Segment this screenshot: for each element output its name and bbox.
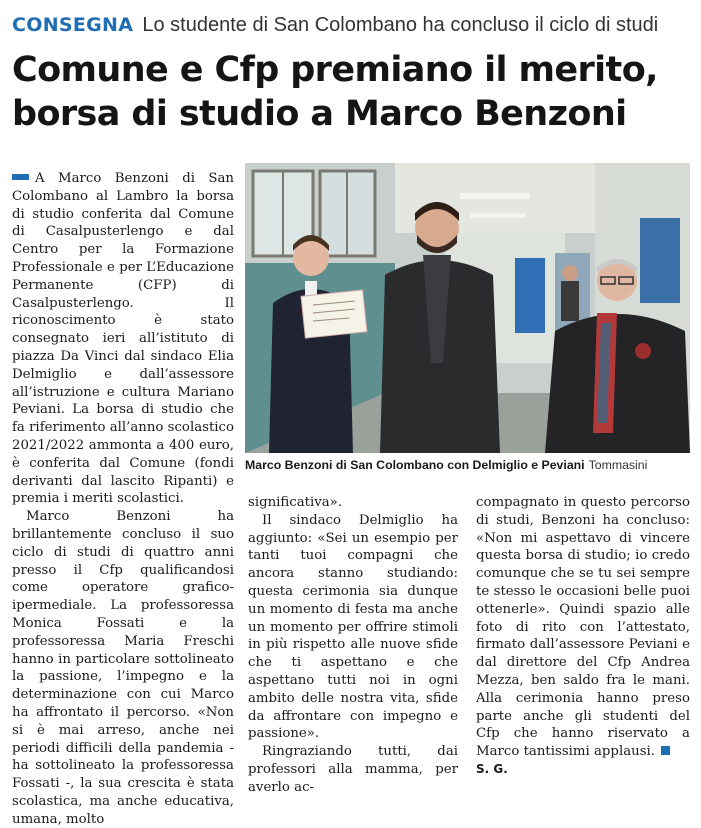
article-photo xyxy=(245,163,690,453)
kicker-tag: CONSEGNA xyxy=(12,14,134,36)
article-column-2 xyxy=(248,494,458,797)
headline-line-1: Comune e Cfp premiano il merito, xyxy=(12,50,658,90)
end-square-icon xyxy=(661,746,670,755)
article-paragraph: Il sindaco Delmiglio ha aggiunto: «Sei un esempio per tanti tuoi compagni che ancora stanno studiando: questa cerimonia sia dunque un momento di festa ma anche un momento per offrire stimoli in più rispetto alle nuove sfide che ti aspettano e che aspettano tutti noi in ogni ambito delle nostra vita, sfide da affrontare con impegno e passione». xyxy=(248,512,458,742)
article-paragraph: Ringraziando tutti, dai professori alla mamma, per averlo ac- xyxy=(248,744,458,795)
headline xyxy=(12,48,697,136)
article-paragraph: significativa». xyxy=(248,495,343,510)
article-paragraph: Marco Benzoni ha brillantemente concluso il suo ciclo di studi di quattro anni presso il Cfp qualificandosi come operatore grafico-ipermediale. La professoressa Monica Fossati e la professoressa Maria Freschi hanno in particolare sottolineato la passione, l’impegno e la determinazione con cui Marco ha affrontato il percorso. «Non si è mai arreso, anche nei periodi difficili della pandemia - ha sottolineato la professoressa Fossati -, la sua crescita è stata scolastica, ma anche educativa, umana, molto xyxy=(12,509,234,827)
article-paragraph: A Marco Benzoni di San Colombano al Lambro la borsa di studio conferita dal Comune di Casalpusterlengo e dal Centro per la Formazione Professionale e per L’Educazione Permanente (CFP) di Casalpusterlengo. Il riconoscimento è stato consegnato ieri all’istituto di piazza Da Vinci dal sindaco Elia Delmiglio e dall’assessore all’istruzione e cultura Mariano Peviani. La borsa di studio che fa riferimento all’anno scolastico 2021/2022 ammonta a 400 euro, è conferita dal Comune (fondi derivanti dal lascito Ripanti) e premia i meriti scolastici. xyxy=(12,171,234,507)
photo-credit: Tommasini xyxy=(588,458,648,472)
article-signature: S. G. xyxy=(476,761,508,776)
headline-line-2: borsa di studio a Marco Benzoni xyxy=(12,94,627,134)
photo-caption xyxy=(245,458,695,472)
article-column-1 xyxy=(12,170,234,828)
article-column-3 xyxy=(476,494,690,779)
caption-text: Marco Benzoni di San Colombano con Delmiglio e Peviani xyxy=(245,458,585,472)
kicker xyxy=(12,14,692,40)
kicker-text: Lo studente di San Colombano ha concluso il ciclo di studi xyxy=(142,14,659,36)
lead-square-icon xyxy=(12,174,29,180)
article-paragraph: compagnato in questo percorso di studi, Benzoni ha concluso: «Non mi aspettavo di vincere questa borsa di studio; io credo comunque che se tu sei sempre te stesso le occasioni belle puoi ottenerle». Quindi spazio alle foto di rito con l’attestato, firmato dall’assessore Peviani e dal direttore del Cfp Andrea Mezza, ben saldo fra le mani. Alla cerimonia hanno preso parte anche gli studenti del Cfp che hanno riservato a Marco tantissimi applausi. xyxy=(476,495,690,760)
